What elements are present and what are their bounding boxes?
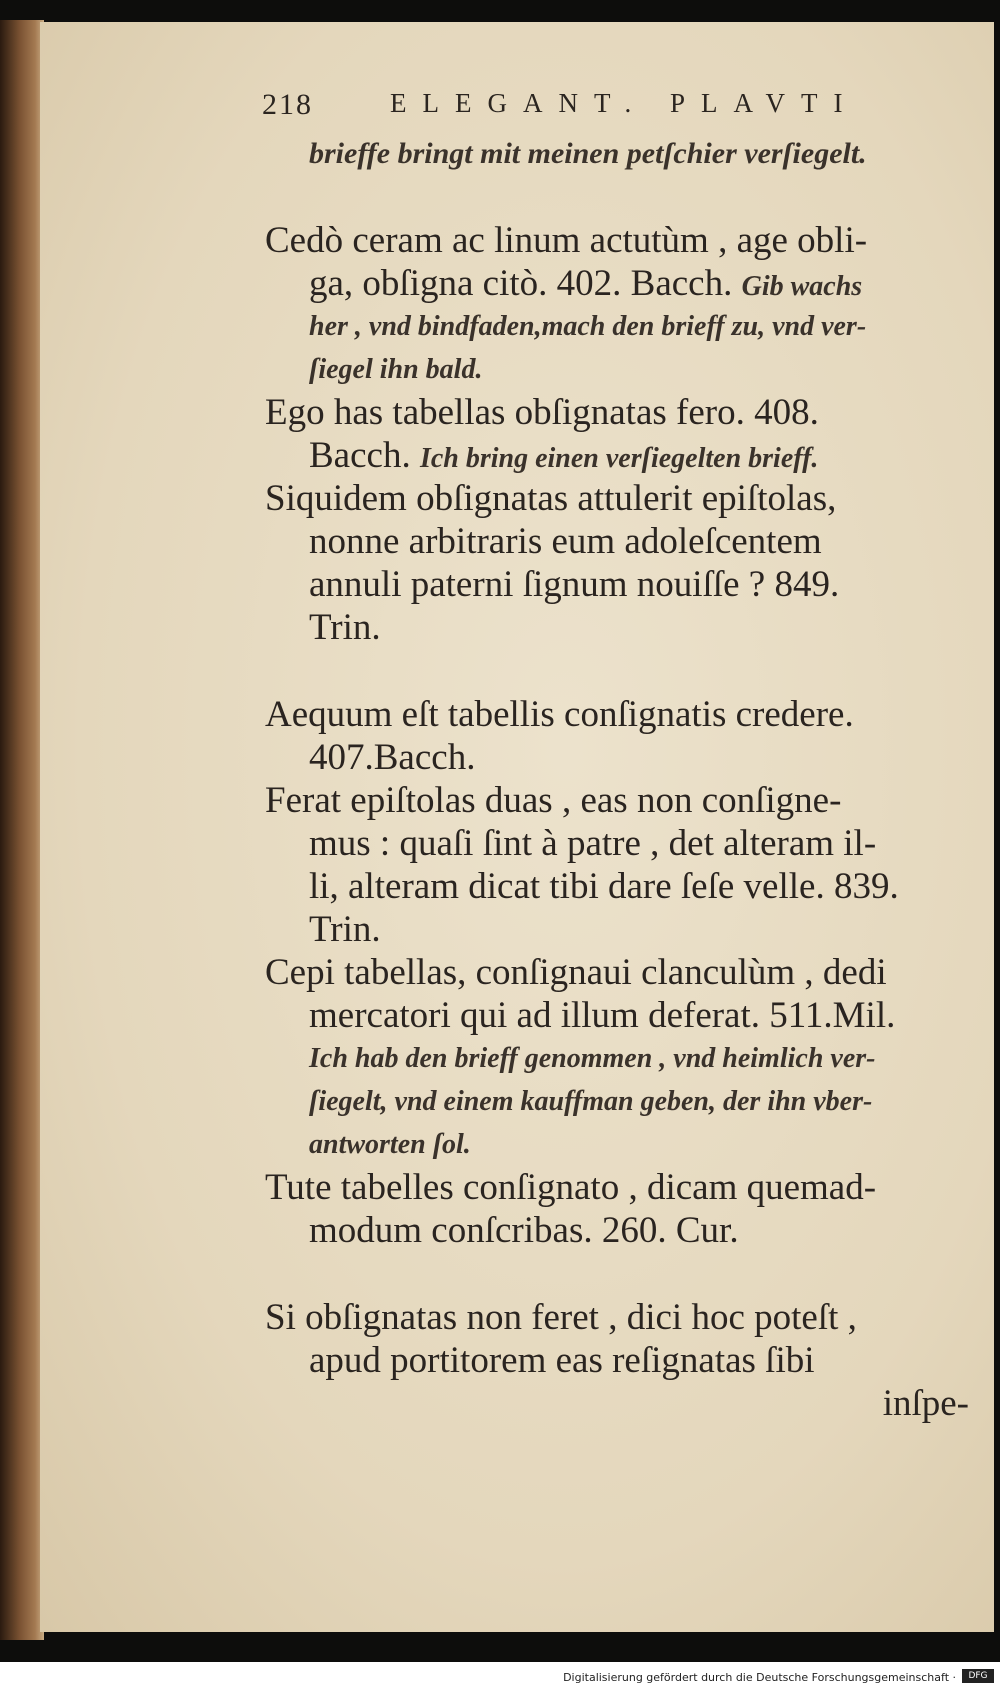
text-line: ſiegel ihn bald. [309,354,483,385]
text-line: Cedò ceram ac linum actutùm , age obli- [265,220,868,261]
text-line: Tute tabelles conſignato , dicam quemad- [265,1167,877,1208]
text-line: modum conſcribas. 260. Cur. [309,1210,739,1251]
running-title: ELEGANT. PLAVTI [390,88,859,118]
text-line: Trin. [309,909,381,950]
text-line: Ich hab den brieff genommen , vnd heimlich ver- [309,1043,876,1074]
book-spine [0,20,44,1640]
text-segment: ga, obſigna citò. 402. Bacch. [309,263,733,304]
text-line [265,262,977,305]
text-line: annuli paterni ſignum nouiſſe ? 849. [309,564,840,605]
page-text [265,132,977,1425]
text-line: Trin. [309,607,381,648]
text-segment: Ich bring einen verſiegelten brieff. [419,443,819,474]
text-segment: Gib wachs [741,271,863,302]
text-line: Ego has tabellas obſignatas fero. 408. [265,392,819,433]
text-line [265,434,977,477]
text-line: Aequum eſt tabellis conſignatis credere. [265,694,854,735]
footer-credit: Digitalisierung gefördert durch die Deutsche Forschungsgemeinschaft · [563,1671,956,1684]
text-segment: Bacch. [309,435,411,476]
text-line: Siquidem obſignatas attulerit epiſtolas, [265,478,837,519]
text-line: Si obſignatas non feret , dici hoc poteſt , [265,1297,857,1338]
page-number: 218 [262,88,313,121]
text-line: ſiegelt, vnd einem kauffman geben, der ihn vber- [309,1086,873,1117]
text-line: brieffe bringt mit meinen petſchier verſiegelt. [309,137,867,170]
text-line: mercatori qui ad illum deferat. 511.Mil. [309,995,896,1036]
text-line: her , vnd bindfaden,mach den brieff zu, vnd ver- [309,311,867,342]
text-line: mus : quaſi ſint à patre , det alteram il- [309,823,877,864]
text-line: apud portitorem eas reſignatas ſibi [309,1340,815,1381]
text-line: Ferat epiſtolas duas , eas non conſigne- [265,780,842,821]
text-line: antworten ſol. [309,1129,471,1160]
catchword: inſpe- [882,1383,969,1424]
dfg-logo: DFG [962,1669,994,1683]
text-line: 407.Bacch. [309,737,476,778]
text-line: nonne arbitraris eum adoleſcentem [309,521,822,562]
footer-bar [0,1662,1000,1691]
text-line: li, alteram dicat tibi dare ſeſe velle. 839. [309,866,899,907]
text-line: Cepi tabellas, conſignaui clanculùm , dedi [265,952,887,993]
